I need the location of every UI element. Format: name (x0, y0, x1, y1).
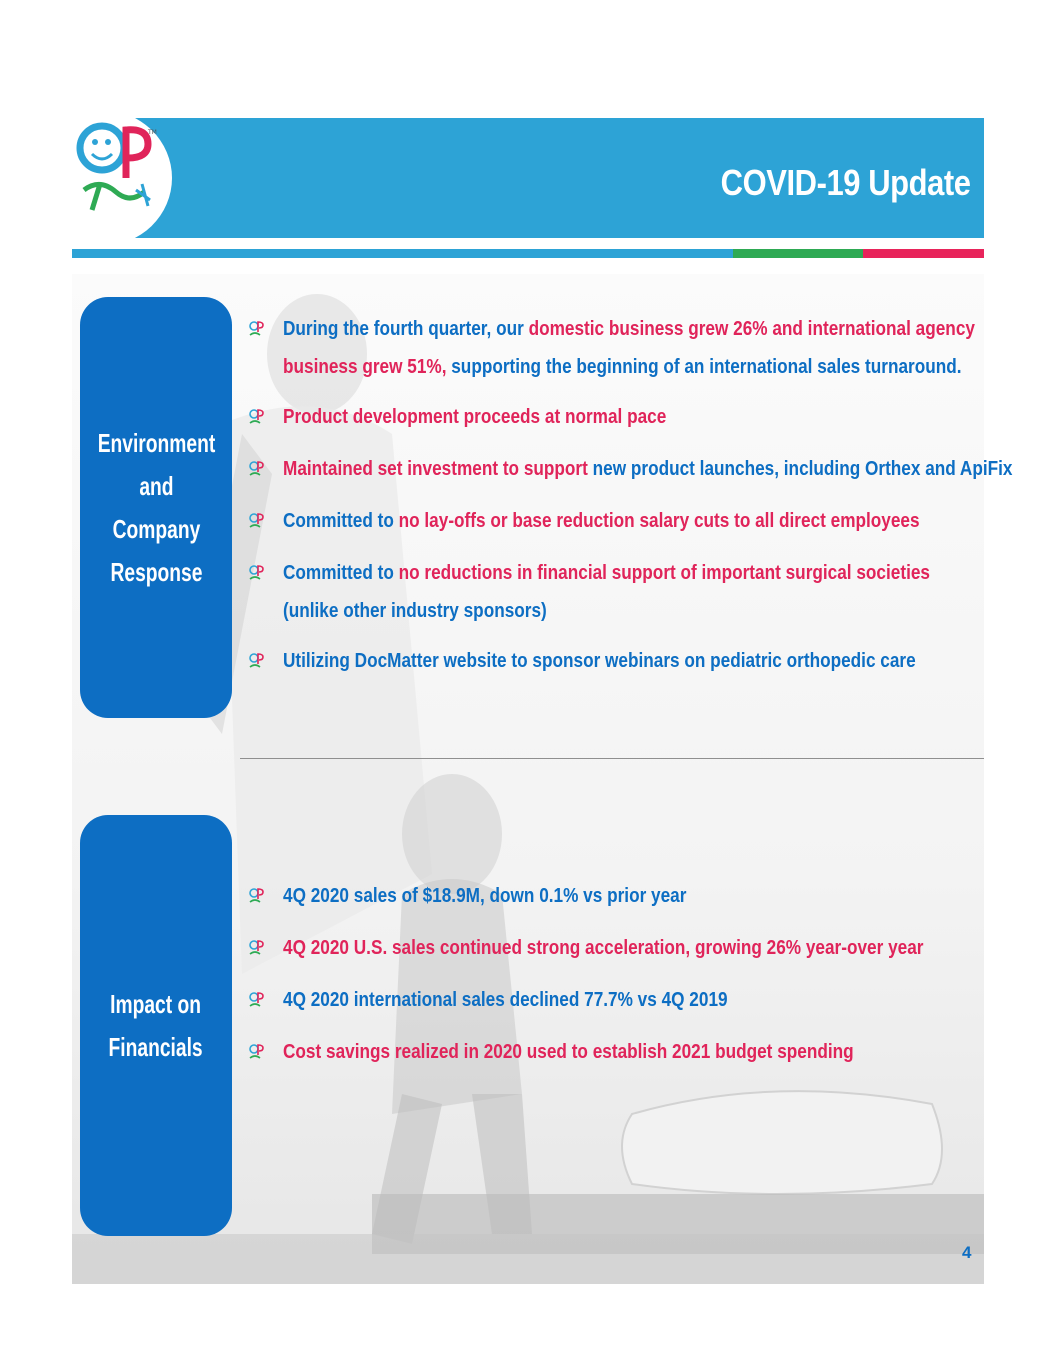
bullet-line (283, 310, 986, 348)
bullet-text-segment: 4Q 2020 international sales declined 77.7% vs 4Q 2019 (283, 989, 728, 1011)
bullet-text-segment: no lay-offs or base reduction salary cuts to all direct employees (398, 510, 920, 532)
bullet-logo-icon (248, 652, 264, 672)
environment-bullet-list (246, 310, 1013, 680)
trademark-label: TM (148, 129, 157, 136)
bullet-logo-icon (248, 408, 264, 428)
bullet-logo-icon (248, 512, 264, 532)
bullet-text-segment: Utilizing DocMatter website to sponsor webinars on pediatric orthopedic care (283, 650, 916, 672)
section-label-line: Company (112, 513, 200, 544)
bullet-logo-icon (248, 991, 264, 1011)
bullet-text-segment: 4Q 2020 sales of $18.9M, down 0.1% vs prior year (283, 885, 687, 907)
header-stripe-red (863, 249, 984, 258)
bullet-text-segment: domestic business grew 26% and international agency (528, 318, 975, 340)
bullet-item (246, 877, 986, 915)
header-stripe-green (733, 249, 863, 258)
section-label-line: Impact on (110, 988, 202, 1019)
bullet-line (283, 348, 986, 386)
bullet-text-segment: During the fourth quarter, our (283, 318, 529, 340)
bullet-text-segment: new product launches, including Orthex and ApiFix (592, 458, 1013, 480)
bullet-line (283, 929, 986, 967)
bullet-logo-icon (248, 939, 264, 959)
bullet-logo-icon (248, 320, 264, 340)
bullet-logo-icon (248, 887, 264, 907)
bullet-line (283, 502, 986, 540)
company-logo (70, 112, 166, 232)
bullet-item (246, 1033, 986, 1071)
bullet-text-segment: Product development proceeds at normal pace (283, 406, 667, 428)
bullet-line (283, 1033, 986, 1071)
bullet-item (246, 398, 986, 436)
section-label-line: Environment (97, 427, 215, 458)
section-label-line: Response (110, 556, 202, 587)
bullet-logo-icon (248, 460, 264, 480)
bullet-text-segment: no reductions in financial support of important surgical societies (398, 562, 930, 584)
section-label-line: and (138, 470, 174, 501)
section-divider (240, 758, 984, 759)
bullet-line (283, 642, 986, 680)
bullet-item (246, 450, 1013, 488)
bullet-line (283, 981, 986, 1019)
bullet-text-segment: Committed to (283, 562, 399, 584)
impact-bullet-list (246, 877, 986, 1071)
bullet-text-segment: Cost savings realized in 2020 used to establish 2021 budget spending (283, 1041, 854, 1063)
bullet-text-segment: supporting the beginning of an international sales turnaround. (446, 356, 962, 378)
section-label-impact (80, 815, 232, 1236)
bullet-item (246, 642, 986, 680)
bullet-item (246, 502, 986, 540)
bullet-logo-icon (248, 564, 264, 584)
bullet-text-segment: Maintained set investment to support (283, 458, 593, 480)
bullet-text-segment: Committed to (283, 510, 399, 532)
bullet-logo-icon (248, 1043, 264, 1063)
bullet-text-segment: (unlike other industry sponsors) (283, 600, 547, 622)
section-label-environment (80, 297, 232, 718)
bullet-line (283, 592, 986, 630)
section-label-line: Financials (108, 1031, 204, 1062)
bullet-line (283, 554, 986, 592)
bullet-item (246, 929, 986, 967)
bullet-line (283, 398, 986, 436)
bullet-line (283, 877, 986, 915)
bullet-text-segment: business grew 51%, (283, 356, 447, 378)
page-title: COVID-19 Update (721, 162, 971, 203)
bullet-line (283, 450, 1013, 488)
bullet-item (246, 981, 986, 1019)
page-number: 4 (962, 1243, 972, 1262)
bullet-item (246, 310, 986, 386)
bullet-item (246, 554, 986, 630)
header-stripe-blue (72, 249, 733, 258)
bullet-text-segment: 4Q 2020 U.S. sales continued strong acceleration, growing 26% year-over year (283, 937, 924, 959)
